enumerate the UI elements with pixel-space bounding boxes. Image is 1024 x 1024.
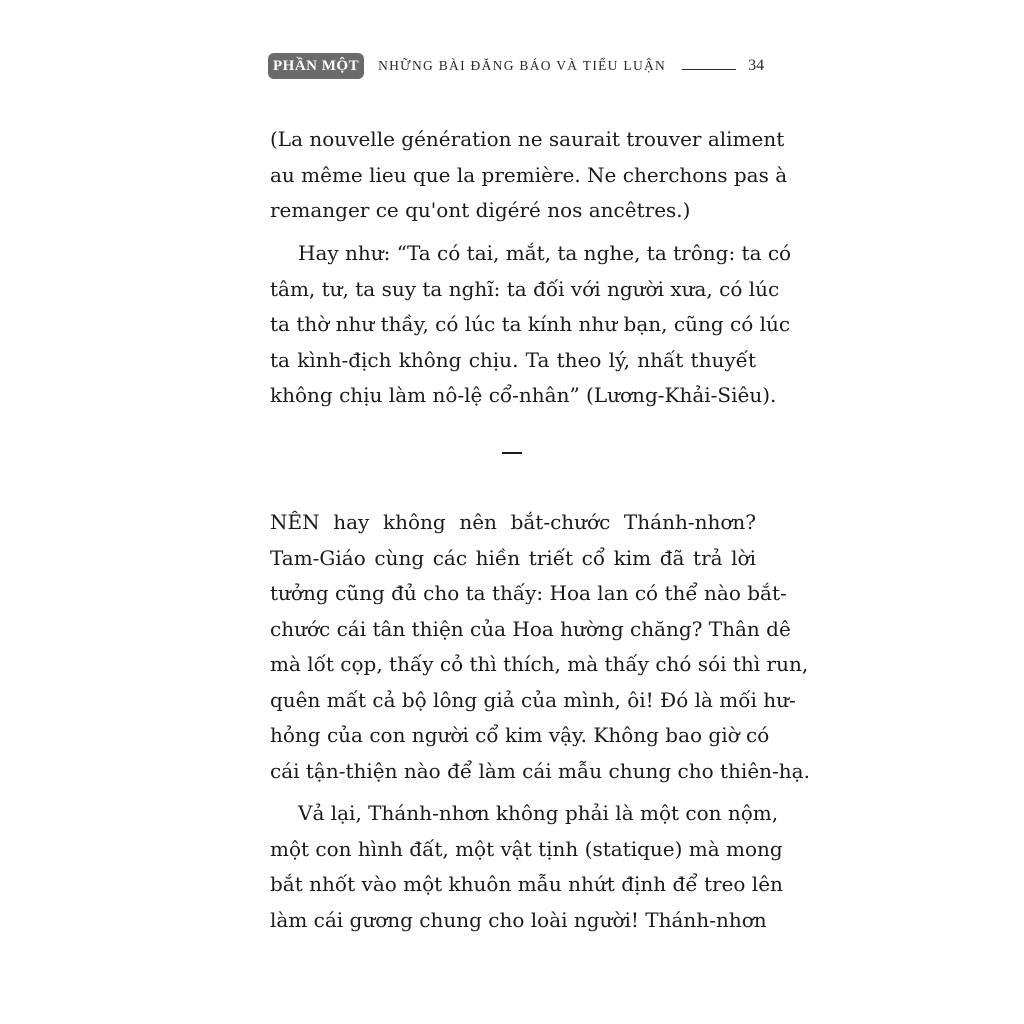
text-line: bắt nhốt vào một khuôn mẫu nhứt định để treo lên [270,872,783,896]
text-line: NÊN hay không nên bắt-chước Thánh-nhơn? [270,510,756,534]
text-line: Vả lại, Thánh-nhơn không phải là một con nộm, [298,801,779,825]
paragraph-luong-khai-sieu-quote [270,236,792,414]
text-line: (La nouvelle génération ne saurait trouver aliment [270,127,785,151]
section-title: NHỮNG BÀI ĐĂNG BÁO VÀ TIỂU LUẬN [378,58,667,73]
header-rule [682,69,736,70]
text-line: mà lốt cọp, thấy cỏ thì thích, mà thấy chó sói thì run, [270,652,809,676]
text-line: ta thờ như thầy, có lúc ta kính như bạn, cũng có lúc [270,312,791,336]
paragraph-nen-hay-khong [270,505,810,789]
text-line: một con hình đất, một vật tịnh (statique) mà mong [270,836,783,861]
text-line: chước cái tân thiện của Hoa hường chăng? Thân dê [270,616,791,641]
running-header [268,52,768,80]
section-separator [502,452,522,454]
text-line: ta kình-địch không chịu. Ta theo lý, nhất thuyết [270,347,756,372]
page-number: 34 [748,57,765,74]
text-line: au même lieu que la première. Ne cherchons pas à [270,162,788,187]
text-line: remanger ce qu'ont digéré nos ancêtres.) [270,198,691,222]
text-line: tưởng cũng đủ cho ta thấy: Hoa lan có thể nào bắt- [270,581,787,605]
paragraph-french-quote [270,122,788,229]
text-line: cái tận-thiện nào để làm cái mẫu chung cho thiên-hạ. [270,758,810,783]
text-line: tâm, tư, ta suy ta nghĩ: ta đối với người xưa, có lúc [270,276,780,301]
part-badge: PHẦN MỘT [268,53,364,79]
text-line: không chịu làm nô-lệ cổ-nhân” (Lương-Khải-Siêu). [270,383,777,407]
paragraph-va-lai [270,796,783,938]
text-line: làm cái gương chung cho loài người! Thánh-nhơn [270,907,767,932]
text-line: quên mất cả bộ lông giả của mình, ôi! Đó là mối hư- [270,687,796,712]
text-line: Hay như: “Ta có tai, mắt, ta nghe, ta trông: ta có [298,241,792,265]
text-line: hỏng của con người cổ kim vậy. Không bao giờ có [270,723,770,747]
text-line: Tam-Giáo cùng các hiền triết cổ kim đã trả lời [270,545,756,570]
